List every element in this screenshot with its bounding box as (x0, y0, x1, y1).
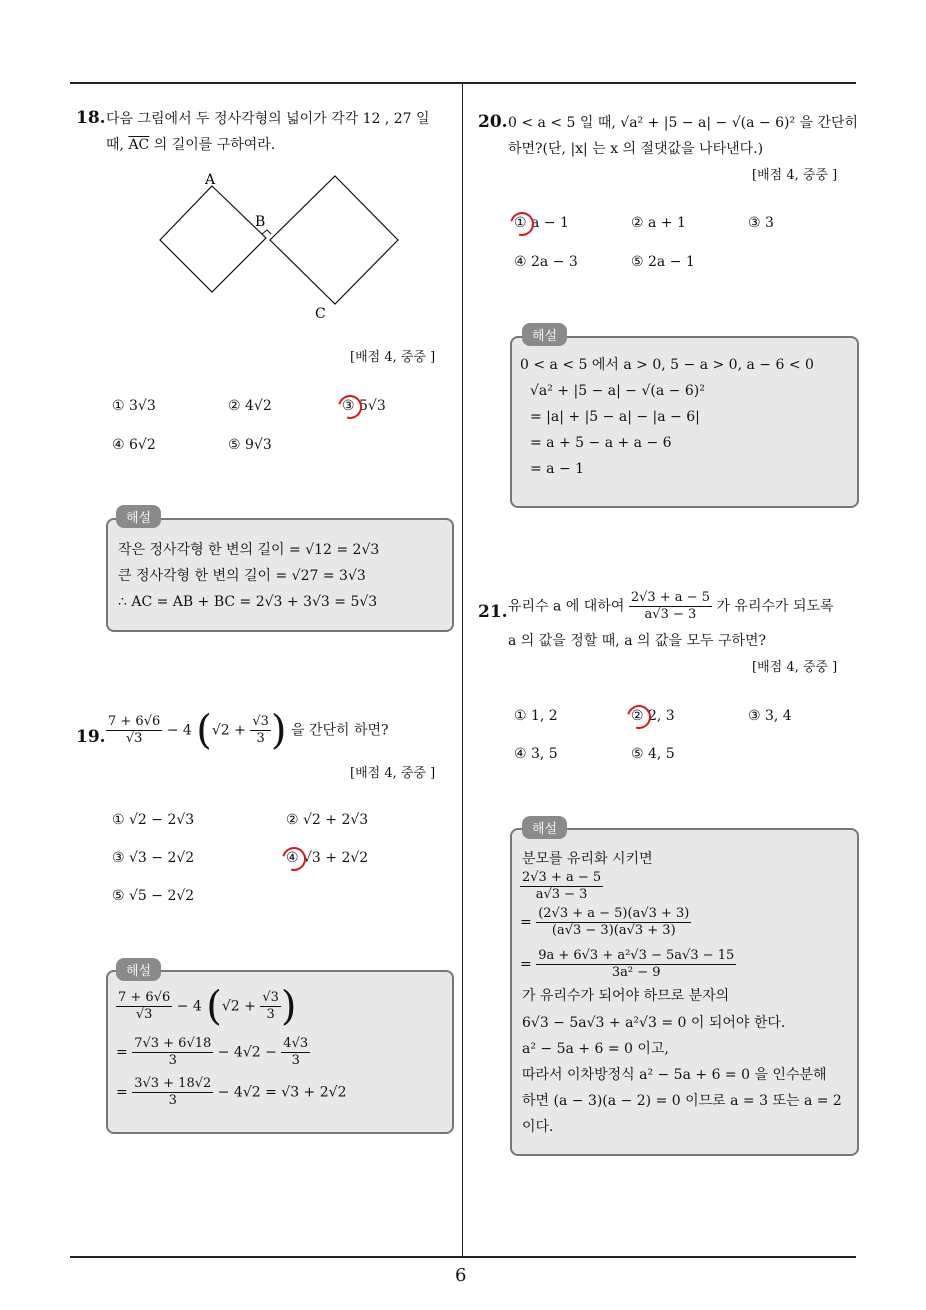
q21-sol-frac1: $\frac{2√3 + a - 5}{a√3 - 3}$ (522, 870, 602, 902)
question-20-line1: 0 < a < 5 일 때, √a² + |5 − a| − √(a − 6)² 을 간단히 (508, 115, 859, 131)
question-20-line2: 하면?(단, |x| 는 x 의 절댓값을 나타낸다.) (508, 141, 764, 157)
q18-sol-line3: ∴ AC = AB + BC = 2√3 + 3√3 = 5√3 (118, 594, 378, 610)
q20-solution-tag: 해설 (522, 323, 567, 346)
bottom-rule (70, 1256, 856, 1258)
q21-sol-line7: 따라서 이차방정식 a² − 5a + 6 = 0 을 인수분해 (522, 1067, 827, 1083)
q21-choice-2[interactable]: ② 2, 3 (631, 708, 675, 724)
q21-sol-line4: 가 유리수가 되어야 하므로 분자의 (522, 988, 730, 1004)
q20-choice-3[interactable]: ③ 3 (748, 215, 774, 231)
q20-choice-4[interactable]: ④ 2a − 3 (514, 254, 578, 270)
q20-answer-mark (506, 208, 539, 241)
q19-choice-5[interactable]: ⑤ √5 − 2√2 (112, 888, 195, 904)
question-18-number: 18. (76, 108, 106, 128)
page-number: 6 (455, 1265, 467, 1286)
question-21-score: [배점 4, 중중 ] (752, 660, 838, 675)
label-b: B (255, 214, 266, 230)
q20-sol-line4: = a + 5 − a + a − 6 (530, 435, 672, 451)
q21-choice-4[interactable]: ④ 3, 5 (514, 746, 558, 762)
question-18-line1: 다음 그림에서 두 정사각형의 넓이가 각각 12 , 27 일 (106, 111, 430, 127)
question-21-line1: 유리수 a 에 대하여 $\frac{2√3 + a - 5}{a√3 - 3}$ 가 유리수가 되도록 (508, 590, 834, 622)
q21-solution-tag: 해설 (522, 816, 567, 839)
q21-sol-frac3: = $\frac{\text{9a + 6√3 + a²√3 − 5a√3 − 15}}{\text{3a² − 9}}$ (520, 948, 735, 980)
q21-sol-line8: 하면 (a − 3)(a − 2) = 0 이므로 a = 3 또는 a = 2 (522, 1093, 842, 1109)
q20-choice-2[interactable]: ② a + 1 (631, 215, 686, 231)
q18-choice-5[interactable]: ⑤ 9√3 (228, 437, 272, 453)
q18-choice-4[interactable]: ④ 6√2 (112, 437, 156, 453)
question-19-expression: $\frac{7 + 6√6}{√3}$ − 4 (√2 + $\frac{√3}{3}$ ) 을 간단히 하면? (108, 707, 389, 754)
q19-choice-1[interactable]: ① √2 − 2√3 (112, 812, 195, 828)
q20-sol-line2: √a² + |5 − a| − √(a − 6)² (530, 383, 705, 399)
q19-sol-line2: = $\frac{7√3 + 6√18}{3}$ − 4√2 − $\frac{4√3}{3}$ (116, 1036, 309, 1068)
two-squares-figure (150, 170, 410, 320)
q18-sol-line2: 큰 정사각형 한 변의 길이 = √27 = 3√3 (118, 568, 366, 584)
q20-choice-1[interactable]: ① a − 1 (514, 215, 569, 231)
q19-sol-line1: $\frac{7 + 6√6}{√3}$ − 4 (√2 + $\frac{√3}{3}$ ) (118, 983, 297, 1030)
q18-sol-line1: 작은 정사각형 한 변의 길이 = √12 = 2√3 (118, 542, 380, 558)
q20-sol-line5: = a − 1 (530, 461, 585, 477)
q20-sol-line1: 0 < a < 5 에서 a > 0, 5 − a > 0, a − 6 < 0 (520, 357, 814, 373)
q19-answer-mark (278, 843, 311, 876)
q21-sol-line6: a² − 5a + 6 = 0 이고, (522, 1041, 669, 1057)
q18-choice-2[interactable]: ② 4√2 (228, 398, 272, 414)
question-21-line2: a 의 값을 정할 때, a 의 값을 모두 구하면? (508, 633, 767, 649)
q21-sol-frac2: = $\frac{(2√3 + a - 5)(a√3 + 3)}{(a√3 - 3)(a√3 + 3)}$ (520, 906, 690, 938)
label-c: C (315, 306, 326, 320)
q18-choice-3[interactable]: ③ 5√3 (342, 398, 386, 414)
question-18-line2: 때, $\overline{AC}$ 의 길이를 구하여라. (106, 137, 276, 153)
top-rule (70, 82, 856, 84)
q21-choice-5[interactable]: ⑤ 4, 5 (631, 746, 675, 762)
q19-choice-3[interactable]: ③ √3 − 2√2 (112, 850, 195, 866)
q19-sol-line3: = $\frac{3√3 + 18√2}{3}$ − 4√2 = √3 + 2√2 (116, 1076, 347, 1108)
q20-sol-line3: = |a| + |5 − a| − |a − 6| (530, 409, 700, 425)
q18-solution-tag: 해설 (116, 505, 161, 528)
q21-answer-mark (623, 701, 656, 734)
column-divider (462, 83, 463, 1258)
question-18-score: [배점 4, 중중 ] (350, 350, 436, 365)
question-20-number: 20. (478, 112, 508, 132)
q21-sol-line9: 이다. (522, 1119, 554, 1135)
q20-choice-5[interactable]: ⑤ 2a − 1 (631, 254, 695, 270)
label-a: A (205, 172, 216, 188)
question-20-score: [배점 4, 중중 ] (752, 168, 838, 183)
q19-choice-2[interactable]: ② √2 + 2√3 (286, 812, 369, 828)
q19-choice-4[interactable]: ④ √3 + 2√2 (286, 850, 369, 866)
q21-choice-1[interactable]: ① 1, 2 (514, 708, 558, 724)
question-19-score: [배점 4, 중중 ] (350, 766, 436, 781)
q21-choice-3[interactable]: ③ 3, 4 (748, 708, 792, 724)
q18-answer-mark (334, 391, 367, 424)
q18-choice-1[interactable]: ① 3√3 (112, 398, 156, 414)
q19-solution-tag: 해설 (116, 958, 161, 981)
q21-sol-line5: 6√3 − 5a√3 + a²√3 = 0 이 되어야 한다. (522, 1015, 786, 1031)
question-19-number: 19. (76, 727, 106, 747)
q21-sol-line0: 분모를 유리화 시키면 (522, 851, 653, 867)
question-21-number: 21. (478, 602, 508, 622)
